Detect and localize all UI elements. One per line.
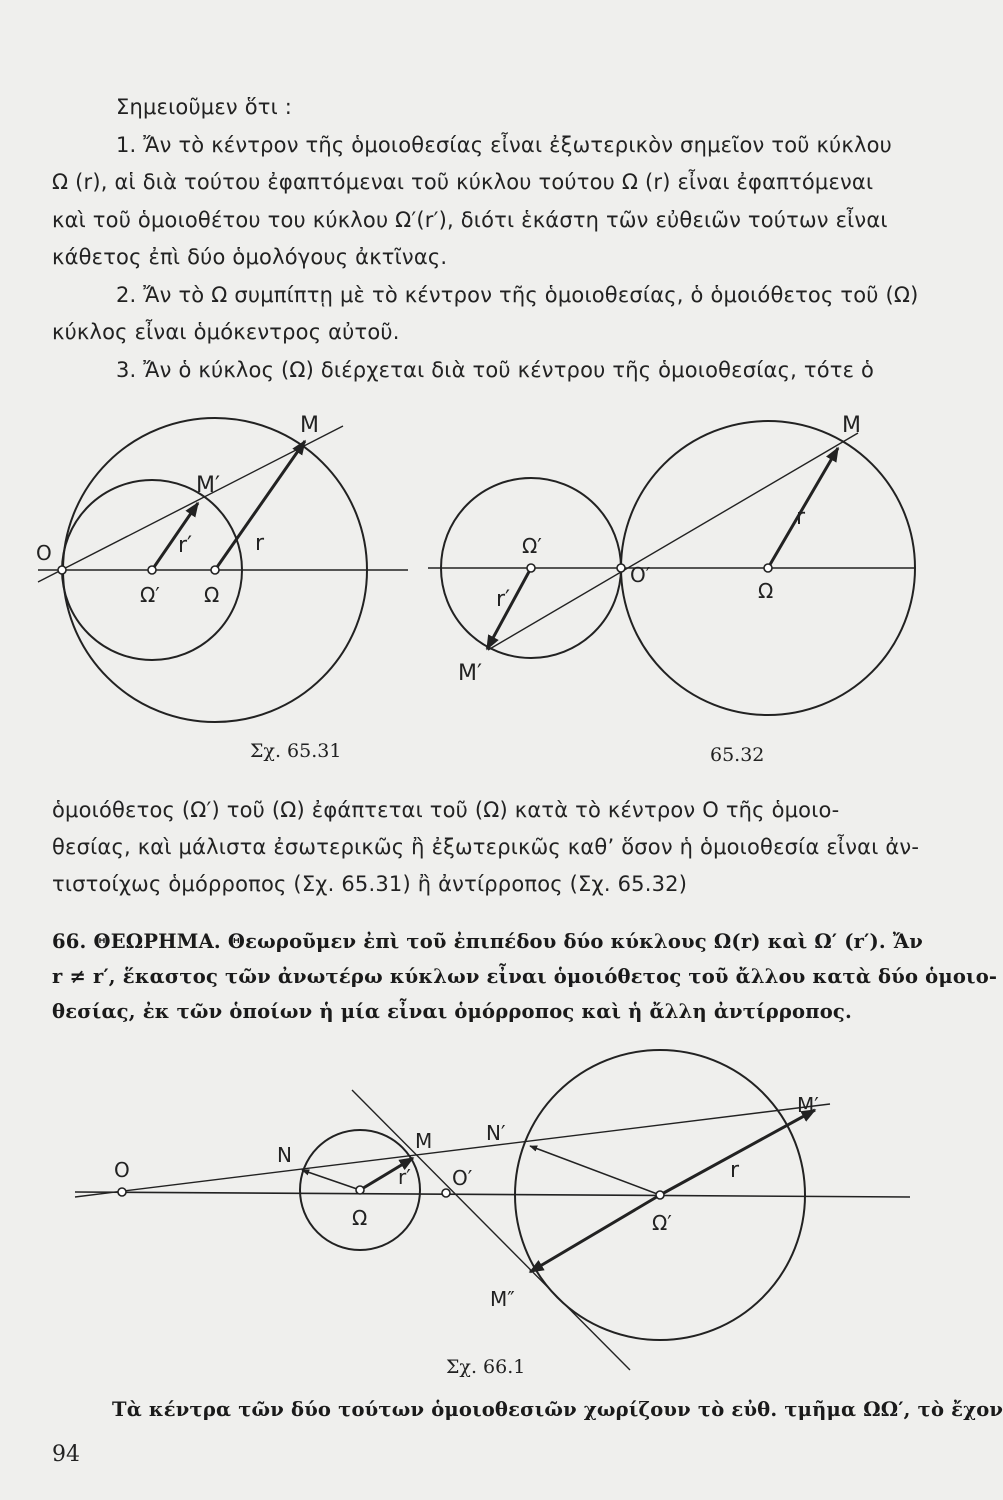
vector-m-dprime bbox=[530, 1195, 660, 1272]
label-o: O bbox=[36, 541, 52, 565]
point-omega bbox=[211, 566, 219, 574]
label-omega: Ω bbox=[352, 1206, 368, 1230]
axis-line bbox=[75, 1192, 910, 1197]
label-omega: Ω bbox=[204, 583, 220, 607]
figure-66-1 bbox=[75, 1050, 910, 1370]
label-m-dprime: M″ bbox=[490, 1287, 515, 1311]
label-r-prime: r′ bbox=[398, 1165, 411, 1189]
text-line: κάθετος ἐπὶ δύο ὁμολόγους ἀκτῖνας. bbox=[52, 245, 448, 269]
label-o-prime: O′ bbox=[452, 1166, 473, 1190]
point-o-prime bbox=[617, 564, 625, 572]
label-r-prime: r′ bbox=[496, 587, 511, 612]
label-o-prime: O′ bbox=[630, 563, 651, 587]
point-omega bbox=[356, 1186, 364, 1194]
ray-mm bbox=[488, 433, 858, 650]
text-line: Σημειοῦμεν ὅτι : bbox=[116, 95, 293, 119]
label-n-prime: N′ bbox=[486, 1121, 506, 1145]
text-line: r ≠ r′, ἕκαστος τῶν ἀνωτέρω κύκλων εἶναι ὁμοιόθετος τοῦ ἄλλου κατὰ δύο ὁμοιο- bbox=[52, 965, 998, 988]
label-m: M bbox=[415, 1129, 433, 1153]
label-m: M bbox=[300, 413, 319, 438]
segment-n bbox=[302, 1170, 360, 1190]
label-m-prime: M′ bbox=[797, 1093, 819, 1117]
label-r: r bbox=[796, 505, 806, 530]
text-line: ὁμοιόθετος (Ω′) τοῦ (Ω) ἐφάπτεται τοῦ (Ω) κατὰ τὸ κέντρον O τῆς ὁμοιο- bbox=[52, 798, 840, 822]
text-line: Ω (r), αἱ διὰ τούτου ἐφαπτόμεναι τοῦ κύκλου τούτου Ω (r) εἶναι ἐφαπτόμεναι bbox=[52, 170, 874, 194]
point-omega-prime bbox=[148, 566, 156, 574]
text-line: 66. ΘΕΩΡΗΜΑ. Θεωροῦμεν ἐπὶ τοῦ ἐπιπέδου δύο κύκλους Ω(r) καὶ Ω′ (r′). Ἄν bbox=[52, 930, 924, 953]
page-number: 94 bbox=[52, 1442, 80, 1467]
figure-65-31 bbox=[36, 413, 408, 722]
label-r-prime: r′ bbox=[178, 533, 193, 558]
label-omega-prime: Ω′ bbox=[140, 583, 160, 607]
text-line: Τὰ κέντρα τῶν δύο τούτων ὁμοιοθεσιῶν χωρίζουν τὸ εὐθ. τμῆμα ΩΩ′, τὸ ἔχον bbox=[112, 1398, 1003, 1421]
text-line: 3. Ἄν ὁ κύκλος (Ω) διέρχεται διὰ τοῦ κέντρου τῆς ὁμοιοθεσίας, τότε ὁ bbox=[116, 358, 875, 382]
caption-fig-65-31: Σχ. 65.31 bbox=[250, 740, 342, 762]
ray-om bbox=[38, 426, 343, 582]
label-o: O bbox=[114, 1158, 130, 1182]
text-line: 2. Ἄν τὸ Ω συμπίπτῃ μὲ τὸ κέντρον τῆς ὁμοιοθεσίας, ὁ ὁμοιόθετος τοῦ (Ω) bbox=[116, 283, 919, 307]
point-omega-prime bbox=[527, 564, 535, 572]
text-line: καὶ τοῦ ὁμοιοθέτου του κύκλου Ω′(r′), διότι ἑκάστη τῶν εὐθειῶν τούτων εἶναι bbox=[52, 208, 888, 232]
point-o-prime bbox=[442, 1189, 450, 1197]
label-r: r bbox=[255, 531, 265, 556]
caption-fig-65-32: 65.32 bbox=[710, 744, 765, 766]
text-line: θεσίας, καὶ μάλιστα ἐσωτερικῶς ἢ ἐξωτερικῶς καθ’ ὅσον ἡ ὁμοιοθεσία εἶναι ἀν- bbox=[52, 835, 920, 859]
label-omega: Ω bbox=[758, 579, 774, 603]
figure-65-32 bbox=[428, 413, 915, 715]
text-line: θεσίας, ἐκ τῶν ὁποίων ἡ μία εἶναι ὁμόρροπος καὶ ἡ ἄλλη ἀντίρροπος. bbox=[52, 1000, 852, 1023]
label-m: M bbox=[842, 413, 861, 438]
label-omega-prime: Ω′ bbox=[652, 1211, 672, 1235]
point-o bbox=[58, 566, 66, 574]
label-m-prime: M′ bbox=[458, 661, 482, 686]
label-m-prime: M′ bbox=[196, 473, 220, 498]
label-omega-prime: Ω′ bbox=[522, 534, 542, 558]
point-o bbox=[118, 1188, 126, 1196]
text-line: τιστοίχως ὁμόρροπος (Σχ. 65.31) ἢ ἀντίρροπος (Σχ. 65.32) bbox=[52, 872, 688, 896]
point-omega-prime bbox=[656, 1191, 664, 1199]
text-line: κύκλος εἶναι ὁμόκεντρος αὐτοῦ. bbox=[52, 320, 400, 344]
label-r: r bbox=[730, 1158, 740, 1183]
caption-fig-66-1: Σχ. 66.1 bbox=[446, 1356, 526, 1378]
label-n: N bbox=[277, 1143, 292, 1167]
segment-n-prime bbox=[530, 1146, 660, 1195]
text-line: 1. Ἄν τὸ κέντρον τῆς ὁμοιοθεσίας εἶναι ἐξωτερικὸν σημεῖον τοῦ κύκλου bbox=[116, 133, 892, 157]
point-omega bbox=[764, 564, 772, 572]
